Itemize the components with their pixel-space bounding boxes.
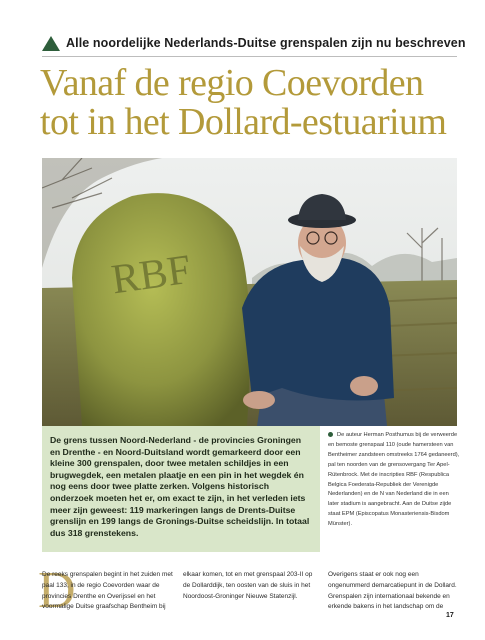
- intro-text: De grens tussen Noord-Nederland - de provincies Groningen en Drenthe - en Noord-Duitsland wordt gemarkeerd door een kleine 300 grenspalen, door twee metalen schildjes in een brugwegdek, een metalen plaatje en een pin in het wegdek én nog eens door twee platte zerken. Volgens historisch onderzoek moeten het er, om exact te zijn, in het verleden iets meer zijn geweest: 119 markeringen langs de Drents-Duitse grenslijn en 199 langs de Gronings-Duitse scheidslijn. In totaal dus 318 grenstekens.: [50, 435, 310, 538]
- kicker: [42, 34, 466, 52]
- body-column-2: elkaar komen, tot en met grenspaal 203-II op de Dollarddijk, ten oosten van de sluis in het Noordoost-Groninger Nieuwe Statenzijl.: [183, 571, 313, 600]
- headline-line-2: tot in het Dollard-estuarium: [40, 101, 447, 143]
- kicker-text: Alle noordelijke Nederlands-Duitse grenspalen zijn nu beschreven: [66, 36, 466, 50]
- page-number: 17: [446, 612, 454, 619]
- caption-text: De auteur Herman Posthumus bij de verweerde en bemoste grenspaal 110 (oude hamersteen van Bentheimer zandsteen omstreeks 1764 gedaneerd), pal ten noorden van de grensovergang Ter Apel-Rütenbrock. Met de inscripties RBF (Respublica Belgica Foederata-Republiek der Verenigde Nederlanden) en de N van Nederland die in een later stadium is aangebracht. Aan de Duitse zijde staat EPM (Episcopatus Monasteriensis-Bisdom Münster).: [328, 432, 460, 528]
- top-rule: [0, 0, 485, 8]
- dropcap: D: [38, 562, 76, 619]
- kicker-divider: [42, 56, 457, 57]
- bullet-icon: [328, 432, 333, 437]
- headline-line-1: Vanaf de regio Coevorden: [40, 62, 424, 104]
- body-column-1: De reeks grenspalen begint in het zuiden met paal 133, in de regio Coevorden waar de provincies Drenthe en Overijssel en het voormalige Duitse graafschap Bentheim bij: [42, 571, 173, 611]
- photo-illustration: [42, 158, 457, 426]
- stone-inscription: RBF: [108, 246, 194, 304]
- intro-box: [42, 426, 320, 552]
- headline: [40, 64, 460, 142]
- triangle-icon: [42, 36, 60, 51]
- photo-caption: [328, 431, 460, 530]
- body-column-3: Overigens staat er ook nog een ongenummerd demarcatiepunt in de Dollard. Grenspalen zijn internationaal bekende en erkende bakens in het landschap om de: [328, 571, 457, 611]
- photo: [42, 158, 457, 426]
